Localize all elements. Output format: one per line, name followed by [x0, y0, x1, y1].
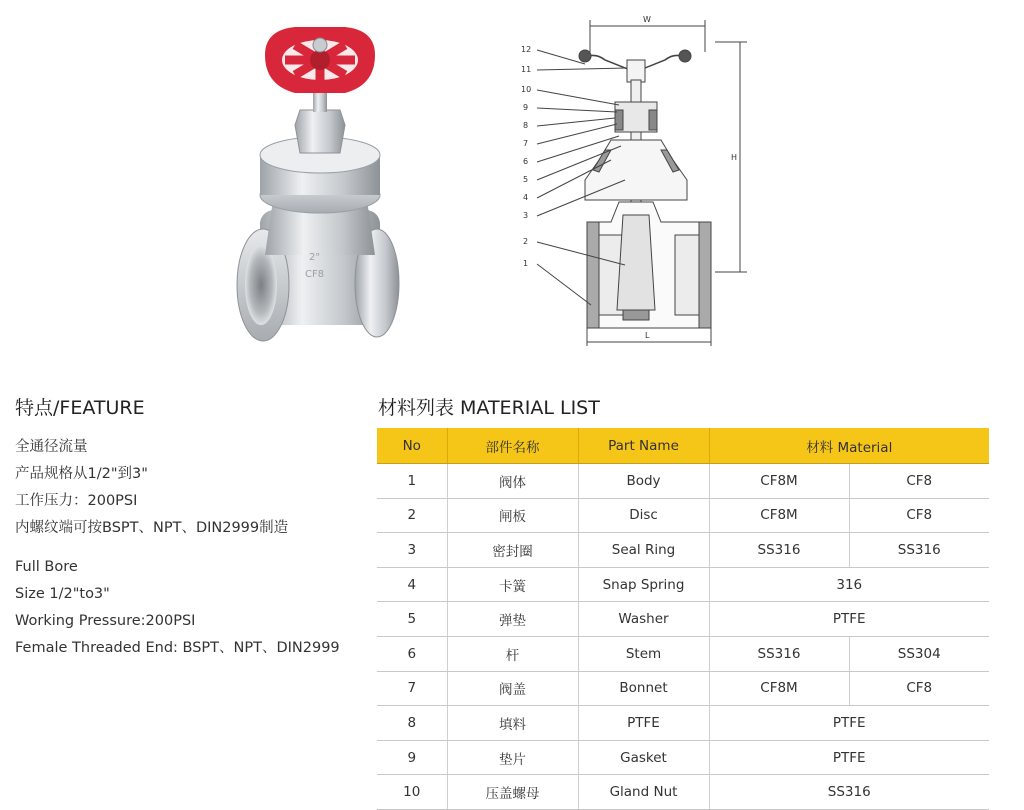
callout-7: 7	[523, 139, 529, 148]
feature-zh-4: 内螺纹端可按BSPT、NPT、DIN2999制造	[15, 520, 289, 536]
cell-no: 2	[377, 498, 447, 533]
table-row	[377, 602, 989, 637]
cell-no: 1	[377, 464, 447, 499]
svg-text:2": 2"	[309, 252, 320, 263]
cell-zh: 密封圈	[447, 533, 578, 568]
cell-material-1: CF8M	[709, 671, 849, 706]
header-material: 材料 Material	[709, 428, 989, 464]
svg-text:CF8: CF8	[305, 269, 325, 280]
dimension-l-label: L	[645, 331, 650, 340]
table-row	[377, 498, 989, 533]
callout-11: 11	[521, 65, 532, 74]
cell-material-2: CF8	[849, 498, 989, 533]
table-row	[377, 464, 989, 499]
cell-part: Gasket	[578, 740, 709, 775]
cell-material-2: SS316	[849, 533, 989, 568]
header-part-name: Part Name	[578, 428, 709, 464]
callout-8: 8	[523, 121, 529, 130]
callout-10: 10	[521, 85, 532, 94]
table-row	[377, 740, 989, 775]
cell-part: Gland Nut	[578, 775, 709, 810]
cell-material: PTFE	[709, 706, 989, 741]
callout-3: 3	[523, 211, 529, 220]
material-table-header	[377, 428, 989, 464]
cell-no: 6	[377, 636, 447, 671]
cell-no: 8	[377, 706, 447, 741]
feature-title: 特点/FEATURE	[15, 397, 145, 419]
table-row	[377, 775, 989, 810]
header-no: No	[377, 428, 447, 464]
cell-part: Seal Ring	[578, 533, 709, 568]
cell-part: Stem	[578, 636, 709, 671]
feature-en-4: Female Threaded End: BSPT、NPT、DIN2999	[15, 640, 340, 656]
feature-en-1: Full Bore	[15, 559, 78, 575]
cell-zh: 压盖螺母	[447, 775, 578, 810]
dimension-h-label: H	[731, 153, 738, 162]
valve-section-drawing	[515, 10, 765, 350]
table-row	[377, 533, 989, 568]
feature-zh-3: 工作压力：200PSI	[15, 493, 138, 509]
cell-part: Bonnet	[578, 671, 709, 706]
cell-material-1: SS316	[709, 533, 849, 568]
table-row	[377, 706, 989, 741]
callout-4: 4	[523, 193, 529, 202]
callout-1: 1	[523, 259, 529, 268]
cell-no: 5	[377, 602, 447, 637]
material-list-title: 材料列表 MATERIAL LIST	[378, 397, 600, 419]
cell-part: Washer	[578, 602, 709, 637]
cell-zh: 弹垫	[447, 602, 578, 637]
valve-product-photo	[225, 15, 415, 350]
cell-material-1: CF8M	[709, 464, 849, 499]
cell-part: Disc	[578, 498, 709, 533]
cell-part: Snap Spring	[578, 567, 709, 602]
cell-material-2: SS304	[849, 636, 989, 671]
cell-no: 3	[377, 533, 447, 568]
header-zh-name: 部件名称	[447, 428, 578, 464]
cell-zh: 阀盖	[447, 671, 578, 706]
callout-5: 5	[523, 175, 529, 184]
table-row	[377, 567, 989, 602]
cell-zh: 垫片	[447, 740, 578, 775]
feature-en-3: Working Pressure:200PSI	[15, 613, 196, 629]
cell-material-1: CF8M	[709, 498, 849, 533]
callout-2: 2	[523, 237, 529, 246]
cell-zh: 闸板	[447, 498, 578, 533]
callout-9: 9	[523, 103, 529, 112]
cell-no: 7	[377, 671, 447, 706]
cell-material-2: CF8	[849, 671, 989, 706]
callout-6: 6	[523, 157, 529, 166]
cell-part: PTFE	[578, 706, 709, 741]
cell-part: Body	[578, 464, 709, 499]
material-table	[377, 428, 989, 810]
feature-en-2: Size 1/2"to3"	[15, 586, 110, 602]
cell-no: 9	[377, 740, 447, 775]
cell-no: 4	[377, 567, 447, 602]
callout-12: 12	[521, 45, 532, 54]
cell-material-2: CF8	[849, 464, 989, 499]
dimension-w-label: W	[643, 15, 651, 24]
feature-list	[15, 434, 340, 662]
feature-zh-2: 产品规格从1/2"到3"	[15, 466, 148, 482]
cell-material: PTFE	[709, 602, 989, 637]
cell-zh: 填料	[447, 706, 578, 741]
cell-zh: 阀体	[447, 464, 578, 499]
cell-material: 316	[709, 567, 989, 602]
cell-material-1: SS316	[709, 636, 849, 671]
table-row	[377, 636, 989, 671]
table-row	[377, 671, 989, 706]
cell-zh: 杆	[447, 636, 578, 671]
cell-material: SS316	[709, 775, 989, 810]
cell-no: 10	[377, 775, 447, 810]
cell-material: PTFE	[709, 740, 989, 775]
cell-zh: 卡簧	[447, 567, 578, 602]
feature-zh-1: 全通径流量	[15, 439, 88, 455]
